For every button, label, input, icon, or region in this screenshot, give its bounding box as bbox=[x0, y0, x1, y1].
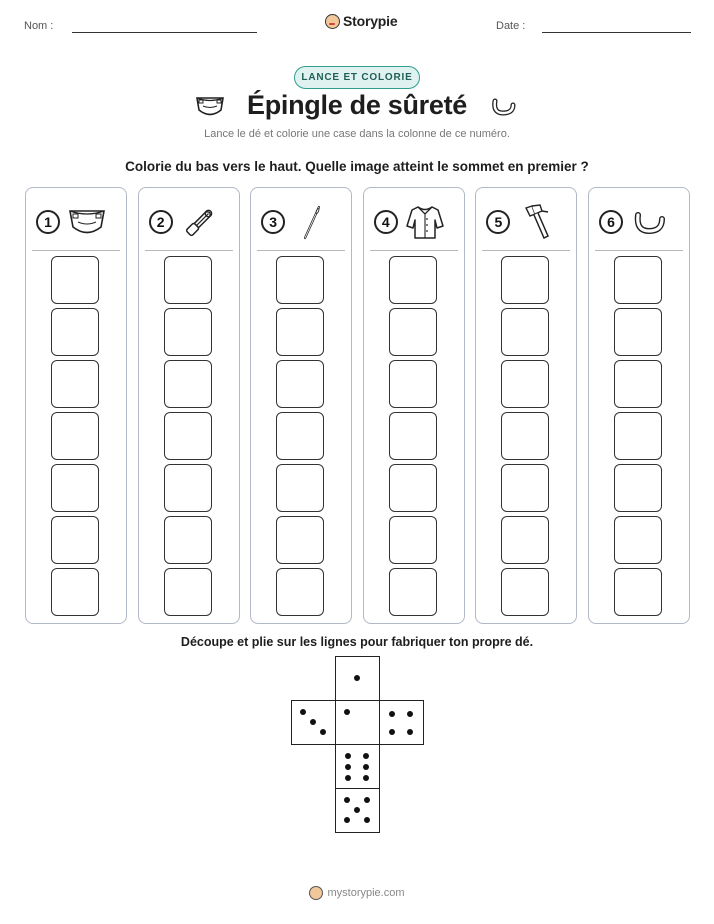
die-pip bbox=[344, 817, 350, 823]
column-header bbox=[261, 202, 343, 242]
hook-icon bbox=[629, 202, 671, 242]
column-divider bbox=[595, 250, 683, 251]
name-label: Nom : bbox=[24, 20, 54, 32]
column-6 bbox=[588, 187, 690, 624]
color-cell[interactable] bbox=[389, 568, 437, 616]
color-cell[interactable] bbox=[614, 308, 662, 356]
die-pip bbox=[363, 753, 369, 759]
color-cell[interactable] bbox=[276, 516, 324, 564]
hook-icon bbox=[489, 92, 519, 120]
column-header bbox=[149, 202, 231, 242]
color-cell[interactable] bbox=[389, 256, 437, 304]
column-number: 1 bbox=[36, 210, 60, 234]
color-cell[interactable] bbox=[276, 308, 324, 356]
column-1 bbox=[25, 187, 127, 624]
column-number: 3 bbox=[261, 210, 285, 234]
color-cell[interactable] bbox=[276, 256, 324, 304]
color-cell[interactable] bbox=[389, 516, 437, 564]
die-pip bbox=[389, 711, 395, 717]
clamp-icon bbox=[516, 202, 558, 242]
column-5 bbox=[475, 187, 577, 624]
die-face-six bbox=[335, 744, 380, 789]
die-pip bbox=[363, 775, 369, 781]
color-cell[interactable] bbox=[614, 464, 662, 512]
die-pip bbox=[310, 719, 316, 725]
color-cell[interactable] bbox=[51, 308, 99, 356]
die-pip bbox=[363, 764, 369, 770]
date-write-line[interactable] bbox=[542, 32, 691, 33]
column-header bbox=[374, 202, 456, 242]
footer bbox=[0, 886, 714, 900]
color-cell[interactable] bbox=[614, 360, 662, 408]
title-row bbox=[0, 90, 714, 121]
column-number: 2 bbox=[149, 210, 173, 234]
column-number: 6 bbox=[599, 210, 623, 234]
color-cell[interactable] bbox=[164, 360, 212, 408]
color-cell[interactable] bbox=[614, 516, 662, 564]
die-pip bbox=[364, 797, 370, 803]
diaper-icon bbox=[195, 92, 225, 120]
cut-instruction: Découpe et plie sur les lignes pour fabriquer ton propre dé. bbox=[180, 635, 534, 649]
column-number: 5 bbox=[486, 210, 510, 234]
color-cell[interactable] bbox=[51, 256, 99, 304]
color-cell[interactable] bbox=[164, 412, 212, 460]
die-pip bbox=[407, 729, 413, 735]
die-pip bbox=[320, 729, 326, 735]
column-divider bbox=[482, 250, 570, 251]
shirt-icon bbox=[404, 202, 446, 242]
color-cell[interactable] bbox=[51, 516, 99, 564]
die-pip bbox=[354, 675, 360, 681]
cell-stack bbox=[276, 256, 324, 616]
color-cell[interactable] bbox=[276, 360, 324, 408]
die-pip bbox=[345, 753, 351, 759]
column-header bbox=[599, 202, 681, 242]
die-face-one-center bbox=[335, 700, 380, 745]
color-cell[interactable] bbox=[164, 256, 212, 304]
color-cell[interactable] bbox=[51, 412, 99, 460]
column-3 bbox=[250, 187, 352, 624]
color-cell[interactable] bbox=[51, 360, 99, 408]
die-face-four bbox=[379, 700, 424, 745]
column-divider bbox=[257, 250, 345, 251]
die-face-three bbox=[291, 700, 336, 745]
color-cell[interactable] bbox=[501, 464, 549, 512]
die-pip bbox=[300, 709, 306, 715]
color-cell[interactable] bbox=[501, 568, 549, 616]
race-columns bbox=[25, 187, 690, 624]
needle-icon bbox=[291, 202, 333, 242]
column-divider bbox=[32, 250, 120, 251]
activity-badge: LANCE ET COLORIE bbox=[294, 66, 420, 89]
column-2 bbox=[138, 187, 240, 624]
color-cell[interactable] bbox=[164, 308, 212, 356]
instruction: Colorie du bas vers le haut. Quelle image atteint le sommet en premier ? bbox=[125, 159, 589, 174]
cell-stack bbox=[164, 256, 212, 616]
cell-stack bbox=[501, 256, 549, 616]
color-cell[interactable] bbox=[276, 568, 324, 616]
color-cell[interactable] bbox=[501, 360, 549, 408]
brand-name: Storypie bbox=[343, 13, 398, 29]
column-divider bbox=[145, 250, 233, 251]
die-pip bbox=[345, 764, 351, 770]
column-header bbox=[36, 202, 118, 242]
color-cell[interactable] bbox=[501, 412, 549, 460]
cell-stack bbox=[389, 256, 437, 616]
column-header bbox=[486, 202, 568, 242]
cell-stack bbox=[614, 256, 662, 616]
column-divider bbox=[370, 250, 458, 251]
die-face-five bbox=[335, 788, 380, 833]
diaper-icon bbox=[66, 202, 108, 242]
die-pip bbox=[344, 797, 350, 803]
die-pip bbox=[354, 807, 360, 813]
page-title: Épingle de sûreté bbox=[247, 90, 467, 120]
color-cell[interactable] bbox=[276, 464, 324, 512]
color-cell[interactable] bbox=[389, 412, 437, 460]
color-cell[interactable] bbox=[614, 412, 662, 460]
color-cell[interactable] bbox=[164, 516, 212, 564]
subtitle: Lance le dé et colorie une case dans la colonne de ce numéro. bbox=[204, 128, 510, 140]
die-pip bbox=[345, 775, 351, 781]
die-pip bbox=[344, 709, 350, 715]
color-cell[interactable] bbox=[501, 308, 549, 356]
color-cell[interactable] bbox=[51, 568, 99, 616]
color-cell[interactable] bbox=[276, 412, 324, 460]
column-number: 4 bbox=[374, 210, 398, 234]
cell-stack bbox=[51, 256, 99, 616]
color-cell[interactable] bbox=[614, 568, 662, 616]
storypie-logo-icon bbox=[309, 886, 323, 900]
brand-logo bbox=[325, 13, 397, 29]
die-pip bbox=[407, 711, 413, 717]
storypie-logo-icon bbox=[325, 14, 340, 29]
safety-pin-icon bbox=[179, 202, 221, 242]
color-cell[interactable] bbox=[164, 568, 212, 616]
die-pip bbox=[364, 817, 370, 823]
die-pip bbox=[389, 729, 395, 735]
color-cell[interactable] bbox=[501, 256, 549, 304]
color-cell[interactable] bbox=[164, 464, 212, 512]
color-cell[interactable] bbox=[389, 360, 437, 408]
name-write-line[interactable] bbox=[72, 32, 257, 33]
color-cell[interactable] bbox=[614, 256, 662, 304]
footer-url[interactable]: mystorypie.com bbox=[327, 887, 405, 899]
color-cell[interactable] bbox=[501, 516, 549, 564]
color-cell[interactable] bbox=[389, 308, 437, 356]
date-label: Date : bbox=[496, 20, 526, 32]
color-cell[interactable] bbox=[389, 464, 437, 512]
column-4 bbox=[363, 187, 465, 624]
color-cell[interactable] bbox=[51, 464, 99, 512]
die-face-one bbox=[335, 656, 380, 701]
